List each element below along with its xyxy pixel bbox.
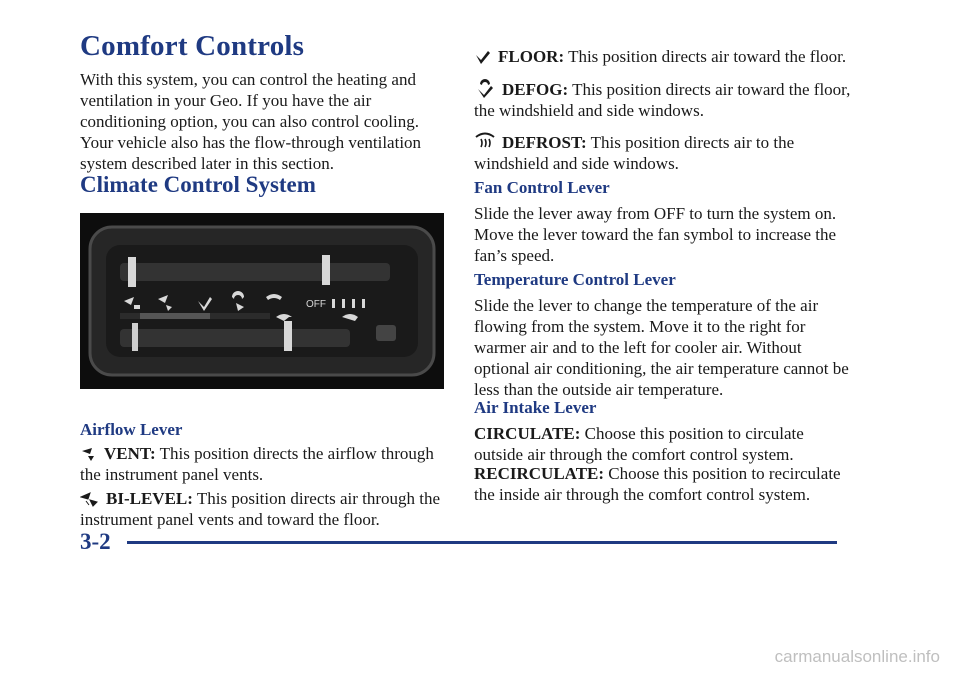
vent-icon xyxy=(80,446,98,462)
watermark: carmanualsonline.info xyxy=(774,647,940,666)
fan-heading: Fan Control Lever xyxy=(474,178,610,197)
bilevel-paragraph xyxy=(80,488,450,530)
floor-label: FLOOR: xyxy=(498,47,565,66)
fan-paragraph: Slide the lever away from OFF to turn the system on. Move the lever toward the fan symbol to increase the fan’s speed. xyxy=(474,204,837,265)
recirculate-label: RECIRCULATE: xyxy=(474,464,605,483)
bilevel-text: This position directs air through the instrument panel vents and toward the floor. xyxy=(80,489,441,529)
bilevel-label: BI-LEVEL: xyxy=(106,489,193,508)
defrost-paragraph xyxy=(474,131,854,174)
floor-icon xyxy=(474,49,492,65)
vent-text: This position directs the airflow through the instrument panel vents. xyxy=(80,444,434,484)
intro-paragraph-1: With this system, you can control the heating and ventilation in your Geo. If you have the air conditioning option, you can also control cooling. xyxy=(80,70,420,131)
defrost-label: DEFROST: xyxy=(502,133,587,152)
defog-paragraph xyxy=(474,78,854,121)
bi-level-icon xyxy=(80,491,100,507)
climate-control-photo xyxy=(80,213,444,389)
temp-paragraph: Slide the lever to change the temperature of the air flowing from the system. Move it to the right for warmer air and to the left for cooler air. Without optional air conditioning, the air temperature cannot be less than the outside air temperature. xyxy=(474,296,849,399)
circulate-text: Choose this position to circulate outside air through the comfort control system. xyxy=(474,424,804,464)
defrost-icon xyxy=(474,131,496,151)
circulate-paragraph xyxy=(474,423,854,465)
floor-text: This position directs air toward the floor. xyxy=(568,47,847,66)
panel-off-label: OFF xyxy=(306,299,326,310)
vent-paragraph xyxy=(80,443,450,485)
defog-text: This position directs air toward the floor, the windshield and side windows. xyxy=(474,80,851,120)
defrost-text: This position directs air to the windshield and side windows. xyxy=(474,133,795,173)
defog-icon xyxy=(474,78,496,98)
recirculate-paragraph xyxy=(474,463,854,505)
airflow-heading: Airflow Lever xyxy=(80,420,183,439)
intro-paragraph-2: Your vehicle also has the flow-through ventilation system described later in this section. xyxy=(80,133,422,173)
floor-paragraph xyxy=(474,46,854,67)
circulate-label: CIRCULATE: xyxy=(474,424,581,443)
page-title: Comfort Controls xyxy=(80,30,305,62)
page-number: 3-2 xyxy=(80,529,111,554)
recirculate-text: Choose this position to recirculate the inside air through the comfort control system. xyxy=(474,464,841,504)
intake-heading: Air Intake Lever xyxy=(474,398,597,417)
defog-label: DEFOG: xyxy=(502,80,569,99)
vent-label: VENT: xyxy=(104,444,156,463)
section-title: Climate Control System xyxy=(80,172,316,197)
footer-rule xyxy=(127,541,837,544)
temp-heading: Temperature Control Lever xyxy=(474,270,676,289)
climate-panel-illustration xyxy=(80,213,444,389)
